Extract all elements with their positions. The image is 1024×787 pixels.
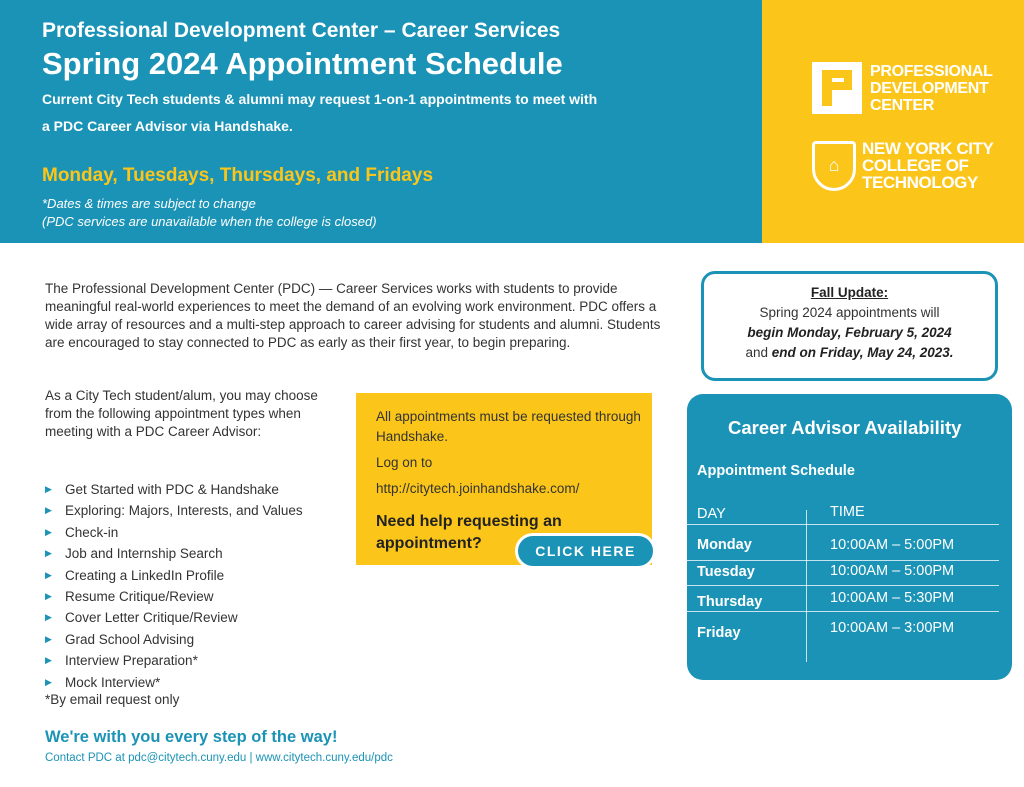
- header-gold-panel: [762, 0, 1024, 243]
- bullet-icon: ▶: [45, 633, 52, 644]
- college-logo-line: COLLEGE OF: [862, 156, 969, 175]
- page-title: Spring 2024 Appointment Schedule: [42, 46, 563, 81]
- college-logo: [812, 140, 993, 191]
- callout-logon: Log on to: [376, 455, 433, 470]
- fall-update-and: and: [745, 345, 768, 360]
- availability-subtitle: Appointment Schedule: [697, 463, 855, 479]
- column-header-day: DAY: [697, 506, 726, 522]
- pdc-p-icon: [812, 62, 862, 114]
- available-days: Monday, Tuesdays, Thursdays, and Fridays: [42, 165, 434, 186]
- choose-paragraph: As a City Tech student/alum, you may choose from the following appointment types when meeting with a PDC Career Advisor:: [45, 388, 318, 439]
- header-intro: Current City Tech students & alumni may request 1-on-1 appointments to meet with a PDC Career Advisor via Handshake.: [42, 91, 598, 134]
- bullet-icon: ▶: [45, 526, 52, 537]
- list-item: ▶ Grad School Advising: [45, 629, 303, 650]
- schedule-time: 10:00AM – 5:30PM: [830, 590, 955, 606]
- availability-panel: [687, 394, 1012, 680]
- bullet-icon: ▶: [45, 548, 52, 559]
- fall-update-end: end on Friday, May 24, 2023.: [771, 345, 954, 360]
- schedule-time: 10:00AM – 3:00PM: [830, 620, 955, 636]
- row-divider: [687, 560, 999, 561]
- bullet-icon: ▶: [45, 505, 52, 516]
- list-item: ▶ Job and Internship Search: [45, 543, 303, 564]
- pdc-logo-line: CENTER: [870, 96, 934, 114]
- note-line-1: *Dates & times are subject to change: [42, 196, 256, 211]
- column-divider: [806, 510, 807, 662]
- list-item: ▶ Interview Preparation*: [45, 650, 303, 671]
- college-logo-line: TECHNOLOGY: [862, 173, 978, 192]
- pdc-logo: [812, 62, 993, 114]
- row-divider: [687, 611, 999, 612]
- header-pre-title: Professional Development Center – Career Services: [42, 19, 561, 42]
- callout-text: All appointments must be requested through Handshake.: [376, 409, 641, 444]
- college-seal-icon: ⌂: [812, 141, 856, 191]
- list-item: ▶ Get Started with PDC & Handshake: [45, 479, 303, 500]
- schedule-time: 10:00AM – 5:00PM: [830, 563, 955, 579]
- about-paragraph: The Professional Development Center (PDC) — Career Services works with students to provide meaningful real-world experiences to meet the demand of an evolving work environment. PDC offers a wide array of resources and a multi-step approach to career advising for students and alumni. Students are encouraged to stay connected to PDC as early as their first year, to begin preparing.: [45, 281, 661, 350]
- tagline: We're with you every step of the way!: [45, 728, 338, 746]
- contact-info[interactable]: Contact PDC at pdc@citytech.cuny.edu | www.citytech.cuny.edu/pdc: [45, 752, 393, 764]
- list-item: ▶ Cover Letter Critique/Review: [45, 607, 303, 628]
- pdc-logo-text: [870, 63, 993, 114]
- bullet-icon: ▶: [45, 484, 52, 494]
- bullet-icon: ▶: [45, 655, 52, 666]
- column-header-time: TIME: [830, 504, 865, 520]
- schedule-time: 10:00AM – 5:00PM: [830, 537, 955, 553]
- row-divider: [687, 524, 999, 525]
- list-item: ▶ Creating a LinkedIn Profile: [45, 565, 303, 586]
- list-item: ▶ Resume Critique/Review: [45, 586, 303, 607]
- note-line-2: (PDC services are unavailable when the college is closed): [42, 214, 377, 229]
- fall-update-title: Fall Update:: [810, 285, 889, 300]
- list-item: ▶ Mock Interview*: [45, 672, 303, 693]
- bullet-icon: ▶: [45, 569, 52, 580]
- college-logo-line: NEW YORK CITY: [862, 139, 994, 158]
- college-logo-text: [862, 140, 993, 191]
- click-here-button[interactable]: CLICK HERE: [515, 533, 656, 569]
- pdc-logo-line: PROFESSIONAL: [870, 62, 993, 80]
- fall-update-begin: begin Monday, February 5, 2024: [747, 325, 952, 340]
- appointment-types-list: [45, 479, 303, 693]
- list-item: ▶ Check-in: [45, 522, 303, 543]
- schedule-day: Tuesday: [697, 564, 755, 580]
- header-note: [42, 195, 377, 231]
- pdc-logo-line: DEVELOPMENT: [870, 79, 989, 97]
- availability-title: Career Advisor Availability: [728, 417, 962, 438]
- footnote: *By email request only: [45, 692, 180, 707]
- row-divider: [687, 585, 999, 586]
- fall-update-line: Spring 2024 appointments will: [759, 305, 940, 320]
- bullet-icon: ▶: [45, 676, 52, 687]
- bullet-icon: ▶: [45, 591, 52, 602]
- schedule-day: Friday: [697, 625, 741, 641]
- schedule-day: Thursday: [697, 594, 763, 610]
- handshake-link[interactable]: http://citytech.joinhandshake.com/: [376, 481, 580, 496]
- bullet-icon: ▶: [45, 612, 52, 623]
- schedule-day: Monday: [697, 537, 752, 553]
- fall-update-box: [701, 271, 998, 381]
- help-prompt: Need help requesting an appointment?: [376, 513, 562, 552]
- list-item: ▶ Exploring: Majors, Interests, and Values: [45, 500, 303, 521]
